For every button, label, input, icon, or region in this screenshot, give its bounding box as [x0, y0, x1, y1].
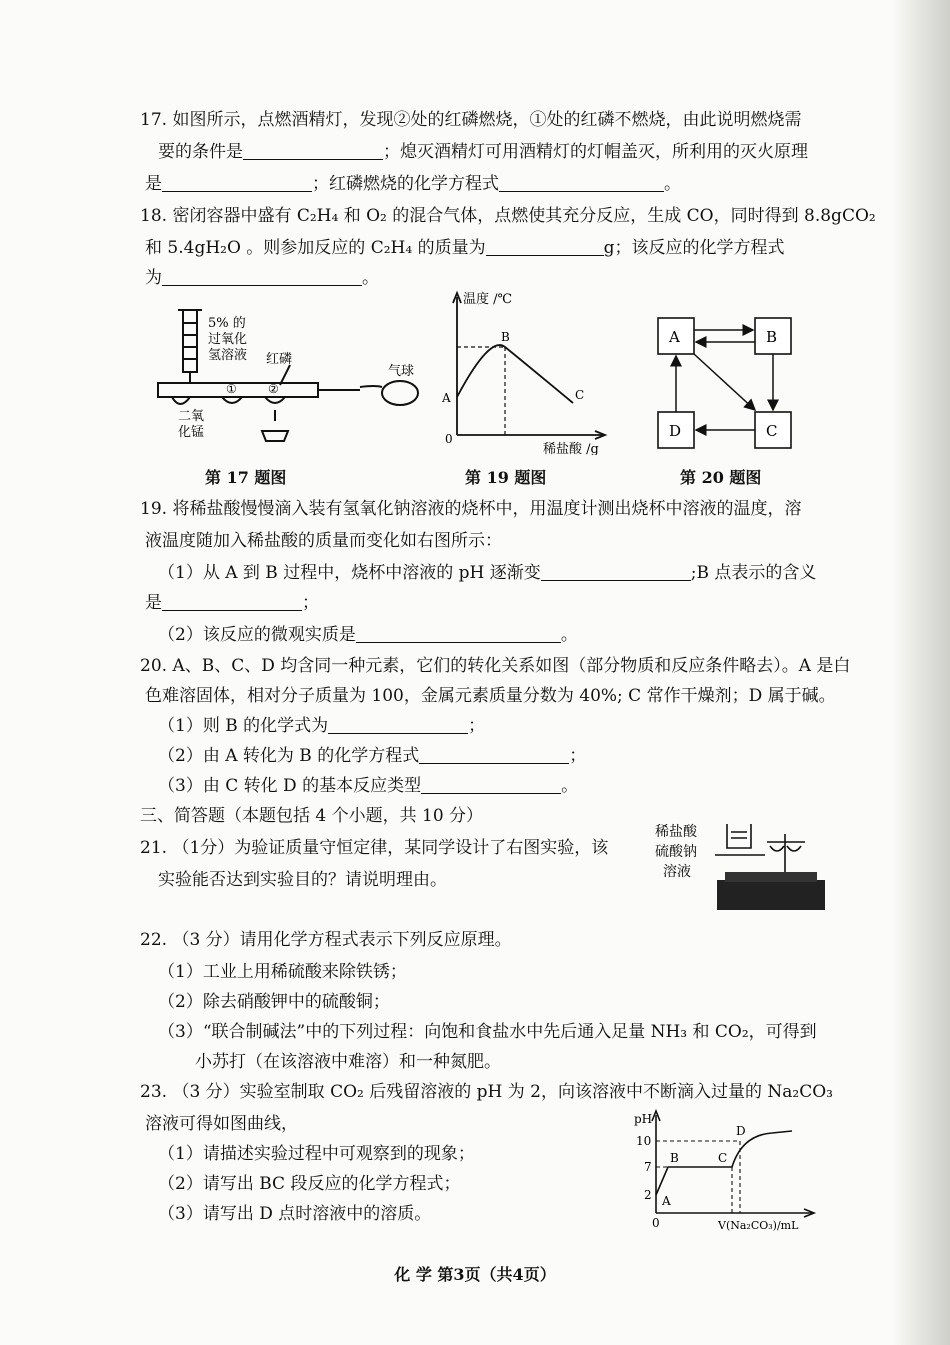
- q21-line2: 实验能否达到实验目的？请说明理由。: [158, 870, 447, 890]
- q20-text: （2）由 A 转化为 B 的化学方程式: [158, 746, 420, 766]
- q18-text: 。: [362, 268, 379, 288]
- fig23-tick-7: 7: [644, 1160, 652, 1174]
- q22-line3: （2）除去硝酸钾中的硫酸铜；: [158, 992, 390, 1012]
- q23-line5: （3）请写出 D 点时溶液中的溶质。: [158, 1204, 432, 1224]
- page-footer: 化 学 第3页（共4页）: [394, 1265, 556, 1284]
- q20-line2: 色难溶固体，相对分子质量为 100，金属元素质量分数为 40%; C 常作干燥剂；D 属于碱。: [145, 686, 836, 706]
- section-3-heading: 三、简答题（本题包括 4 个小题，共 10 分）: [140, 806, 484, 826]
- figure-21-balance: [655, 820, 830, 915]
- q18-text: g；该反应的化学方程式: [603, 238, 785, 258]
- q17-line1: 17. 如图所示，点燃酒精灯，发现②处的红磷燃烧，①处的红磷不燃烧，由此说明燃烧需: [140, 110, 802, 130]
- fig21-label-2: 硫酸钠: [655, 844, 697, 860]
- q23-line4: （2）请写出 BC 段反应的化学方程式；: [158, 1174, 461, 1194]
- fig23-point-a: A: [662, 1194, 671, 1208]
- q20-line3: [158, 714, 485, 738]
- fig17-label-phosphorus: 红磷: [266, 352, 293, 367]
- page-edge-shadow: [892, 0, 950, 1345]
- q20-line1: 20. A、B、C、D 均含同一种元素，它们的转化关系如图（部分物质和反应条件略去）。A 是白: [140, 656, 851, 676]
- q17-text: ；红磷燃烧的化学方程式: [312, 174, 499, 194]
- fig23-origin: 0: [652, 1216, 660, 1230]
- fig17-label-balloon: 气球: [388, 364, 415, 379]
- q18-text: 和 5.4gH₂O 。则参加反应的 C₂H₄ 的质量为: [145, 238, 486, 258]
- fig23-point-d: D: [736, 1124, 746, 1138]
- q21-line1: 21. （1分）为验证质量守恒定律，某同学设计了右图实验，该: [140, 838, 609, 858]
- fig17-label-h2o2-3: 氢溶液: [208, 348, 248, 363]
- q17-text: ；熄灭酒精灯可用酒精灯的灯帽盖灭，所利用的灭火原理: [383, 142, 808, 162]
- fig17-label-mno2-2: 化锰: [178, 425, 205, 440]
- q19-line5: [158, 623, 578, 647]
- q19-text: （1）从 A 到 B 过程中，烧杯中溶液的 pH 逐渐变: [158, 563, 541, 583]
- fig23-tick-2: 2: [644, 1188, 652, 1202]
- q19-answer-blank-2[interactable]: [162, 592, 302, 611]
- fig17-caption: 第 17 题图: [205, 468, 287, 487]
- q19-text: ；: [302, 593, 319, 613]
- fig19-caption: 第 19 题图: [465, 468, 547, 487]
- fig21-label-3: 溶液: [663, 864, 691, 880]
- fig23-point-c: C: [718, 1151, 728, 1165]
- q18-answer-blank-1[interactable]: [486, 237, 604, 256]
- fig20-node-d: D: [669, 422, 682, 440]
- fig20-caption: 第 20 题图: [680, 468, 762, 487]
- figure-17-apparatus: [150, 305, 420, 455]
- q17-text: 要的条件是: [158, 142, 243, 162]
- q22-line5: 小苏打（在该溶液中难溶）和一种氮肥。: [195, 1052, 501, 1072]
- fig17-mark-2: ②: [268, 382, 279, 396]
- q23-line3: （1）请描述实验过程中可观察到的现象；: [158, 1144, 475, 1164]
- q17-answer-blank-2[interactable]: [162, 173, 312, 192]
- fig20-node-c: C: [766, 422, 778, 440]
- q23-line2: 溶液可得如图曲线，: [145, 1114, 298, 1134]
- figure-23-ph-graph: [632, 1105, 822, 1235]
- q23-line1: 23. （3 分）实验室制取 CO₂ 后残留溶液的 pH 为 2，向该溶液中不断滴入过量的 Na₂CO₃: [140, 1082, 833, 1102]
- fig19-point-b: B: [501, 330, 510, 344]
- q20-answer-blank-2[interactable]: [419, 745, 569, 764]
- q20-text: 。: [561, 776, 579, 796]
- fig17-mark-1: ①: [226, 382, 237, 396]
- fig17-label-h2o2-2: 过氧化: [208, 332, 248, 347]
- q20-text: （3）由 C 转化 D 的基本反应类型: [158, 776, 422, 796]
- fig23-xlabel: V(Na₂CO₃)/mL: [718, 1219, 799, 1232]
- q17-answer-blank-3[interactable]: [499, 173, 664, 192]
- q20-answer-blank-1[interactable]: [328, 715, 468, 734]
- q19-line3: [158, 561, 816, 585]
- figure-20-conversion-diagram: [650, 310, 800, 455]
- q18-answer-blank-2[interactable]: [162, 267, 362, 286]
- fig19-origin: 0: [445, 432, 453, 446]
- q20-text: ；: [468, 716, 486, 736]
- fig23-ylabel: pH: [634, 1112, 653, 1126]
- q17-answer-blank-1[interactable]: [243, 141, 383, 160]
- fig19-point-c: C: [575, 388, 585, 402]
- fig21-label-1: 稀盐酸: [655, 824, 697, 840]
- q20-text: ；: [569, 746, 587, 766]
- q19-line1: 19. 将稀盐酸慢慢滴入装有氢氧化钠溶液的烧杯中，用温度计测出烧杯中溶液的温度，溶: [140, 499, 802, 519]
- fig17-label-h2o2-1: 5% 的: [208, 316, 246, 331]
- q18-line3: [145, 266, 379, 290]
- q19-text: 是: [145, 593, 162, 613]
- q22-line1: 22. （3 分）请用化学方程式表示下列反应原理。: [140, 930, 512, 950]
- fig19-point-a: A: [442, 391, 451, 405]
- q19-line4: [145, 591, 319, 615]
- q18-line1: 18. 密闭容器中盛有 C₂H₄ 和 O₂ 的混合气体，点燃使其充分反应，生成 CO，同时得到 8.8gCO₂: [140, 206, 876, 226]
- q22-line2: （1）工业上用稀硫酸来除铁锈；: [158, 962, 407, 982]
- q19-answer-blank-3[interactable]: [356, 624, 561, 643]
- q22-line4: （3）“联合制碱法”中的下列过程：向饱和食盐水中先后通入足量 NH₃ 和 CO₂，可得到: [158, 1022, 817, 1042]
- fig20-node-b: B: [766, 328, 778, 346]
- q17-text: 是: [145, 174, 162, 194]
- q19-text: ;B 点表示的含义: [690, 563, 817, 583]
- q18-text: 为: [145, 268, 162, 288]
- q19-answer-blank-1[interactable]: [541, 562, 691, 581]
- fig20-node-a: A: [669, 328, 680, 346]
- q19-text: 。: [560, 625, 578, 645]
- q20-line5: [158, 774, 578, 798]
- q20-answer-blank-3[interactable]: [421, 775, 561, 794]
- q20-text: （1）则 B 的化学式为: [158, 716, 329, 736]
- fig17-label-mno2-1: 二氧: [178, 409, 205, 424]
- q17-text: 。: [664, 174, 681, 194]
- fig19-xlabel: 稀盐酸 /g: [543, 442, 599, 455]
- figure-19-temperature-graph: [435, 285, 610, 455]
- q19-line2: 液温度随加入稀盐酸的质量而变化如右图所示：: [145, 531, 502, 551]
- q18-line2: [145, 236, 784, 260]
- fig23-tick-10: 10: [636, 1134, 652, 1148]
- fig23-point-b: B: [670, 1151, 679, 1165]
- q17-line2: [158, 140, 808, 164]
- q20-line4: [158, 744, 586, 768]
- q17-line3: [145, 172, 681, 196]
- fig19-ylabel: 温度 /℃: [463, 292, 513, 307]
- q19-text: （2）该反应的微观实质是: [158, 625, 356, 645]
